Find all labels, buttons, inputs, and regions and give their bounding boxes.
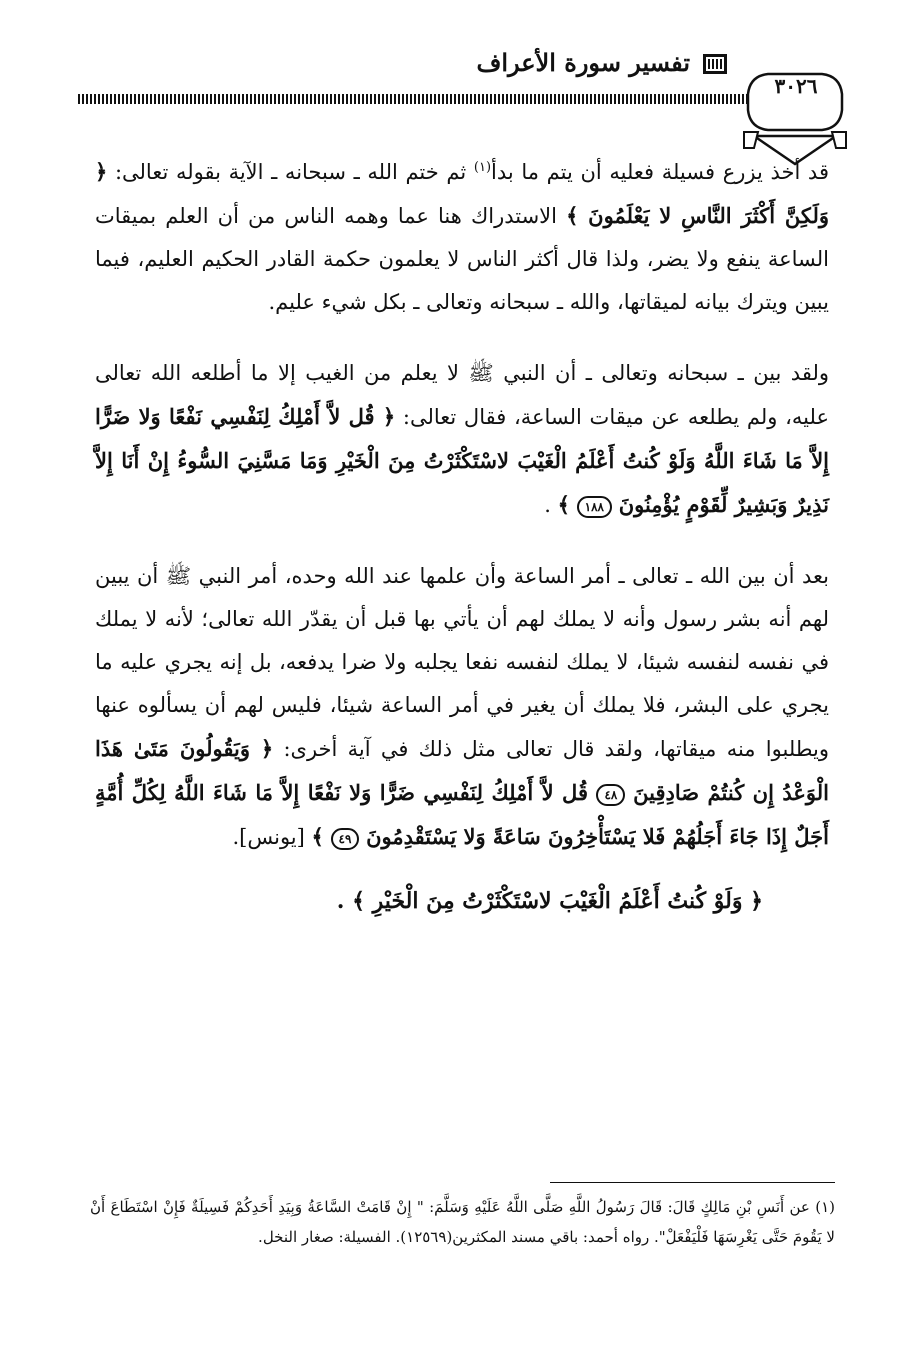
footnotes	[90, 1192, 835, 1252]
paragraph-1	[95, 150, 829, 324]
footnote-1: (١) عن أَنَسِ بْنِ مَالِكٍ قَالَ: قَالَ رَسُولُ اللَّهِ صَلَّى اللَّهُ عَلَيْهِ وَسَلَّمَ: " إِنْ قَامَتْ السَّاعَةُ وَبِيَدِ أَحَدِكُمْ فَسِيلَةٌ فَإِنْ اسْتَطَاعَ أَنْ لا يَقُومَ حَتَّى يَغْرِسَهَا فَلْيَفْعَلْ". رواه أحمد: باقي مسند المكثرين(١٢٥٦٩). الفسيلة: صغار النخل.	[90, 1198, 835, 1246]
paragraph-text: .	[544, 493, 558, 517]
paragraph-text: ولقد بين ـ سبحانه وتعالى ـ أن النبي ﷺ لا يعلم من الغيب إلا ما أطلعه الله تعالى عليه، ولم يطلعه عن ميقات الساعة، فقال تعالى:	[95, 361, 829, 429]
paragraph-text: ثم ختم الله ـ سبحانه ـ الآية بقوله تعالى:	[107, 160, 474, 184]
verse-closing-bracket: ﴾	[557, 492, 570, 517]
quran-verse: قُل لاَّ أَمْلِكُ لِنَفْسِي ضَرًّا وَلا نَفْعًا إِلاَّ مَا شَاءَ اللَّهُ لِكُلِّ أُمَّةٍ أَجَلٌ إِذَا جَاءَ أَجَلُهُمْ فَلا يَسْتَأْخِرُونَ سَاعَةً وَلا يَسْتَقْدِمُونَ	[95, 780, 829, 849]
footnote-reference: (١)	[473, 160, 492, 175]
paragraph-text: بعد أن بين الله ـ تعالى ـ أمر الساعة وأن علمها عند الله وحده، أمر النبي ﷺ أن يبين لهم أنه بشر رسول وأنه لا يملك لهم أن يأتي بها قبل أن يقدّر الله تعالى؛ لأنه لا يملك في نفسه لنفسه شيئا، لا يملك لنفسه نفعا يجلبه ولا ضرا يدفعه، بل إنه يجري عليه ما يجري على البشر، فلا يملك أن يغير في أمر الساعة شيئا، فليس لهم أن يسألوه عنها ويطلبوا منه ميقاتها، ولقد قال تعالى مثل ذلك في آية أخرى:	[95, 564, 829, 761]
header-divider	[78, 94, 750, 104]
commentary-body	[95, 150, 829, 923]
ayah-number-marker: ٤٩	[331, 828, 360, 850]
paragraph-3	[95, 555, 829, 859]
paragraph-text: قد أخذ يزرع فسيلة فعليه أن يتم ما بدأ	[491, 160, 829, 184]
quran-verse: ﴿ وَلَكِنَّ أَكْثَرَ النَّاسِ لا يَعْلَمُونَ ﴾	[95, 159, 829, 228]
verse-closing-bracket: ﴾	[311, 824, 324, 849]
paragraph-text: الاستدراك هنا عما وهمه الناس من أن العلم بميقات الساعة ينفع ولا يضر، ولذا قال أكثر الناس لا يعلمون حكمة القادر الحكيم العليم، فيما يبين ويترك بيانه لميقاتها، والله ـ سبحانه وتعالى ـ بكل شيء عليم.	[95, 204, 829, 314]
page-number: ٣٠٢٦	[774, 74, 818, 98]
footnote-divider	[550, 1182, 835, 1183]
ayah-number-marker: ١٨٨	[577, 496, 612, 518]
quran-verse: ﴿ قُل لاَّ أَمْلِكُ لِنَفْسِي نَفْعًا وَلا ضَرًّا إِلاَّ مَا شَاءَ اللَّهُ وَلَوْ كُنتُ أَعْلَمُ الْغَيْبَ لاسْتَكْثَرْتُ مِنَ الْخَيْرِ وَمَا مَسَّنِيَ السُّوءُ إِنْ أَنَا إِلاَّ نَذِيرٌ وَبَشِيرٌ لِّقَوْمٍ يُؤْمِنُونَ	[95, 404, 829, 517]
verse-heading: ﴿ وَلَوْ كُنتُ أَعْلَمُ الْغَيْبَ لاسْتَكْثَرْتُ مِنَ الْخَيْرِ ﴾ .	[336, 888, 763, 914]
quran-verse: ﴿ وَيَقُولُونَ مَتَىٰ هَذَا الْوَعْدُ إِن كُنتُمْ صَادِقِينَ	[95, 736, 829, 805]
ayah-number-marker: ٤٨	[596, 784, 625, 806]
surah-reference: [يونس].	[232, 825, 312, 849]
surah-title: تفسير سورة الأعراف	[476, 48, 690, 77]
page-header	[70, 30, 850, 140]
ornament-icon	[702, 52, 728, 76]
paragraph-2	[95, 352, 829, 527]
